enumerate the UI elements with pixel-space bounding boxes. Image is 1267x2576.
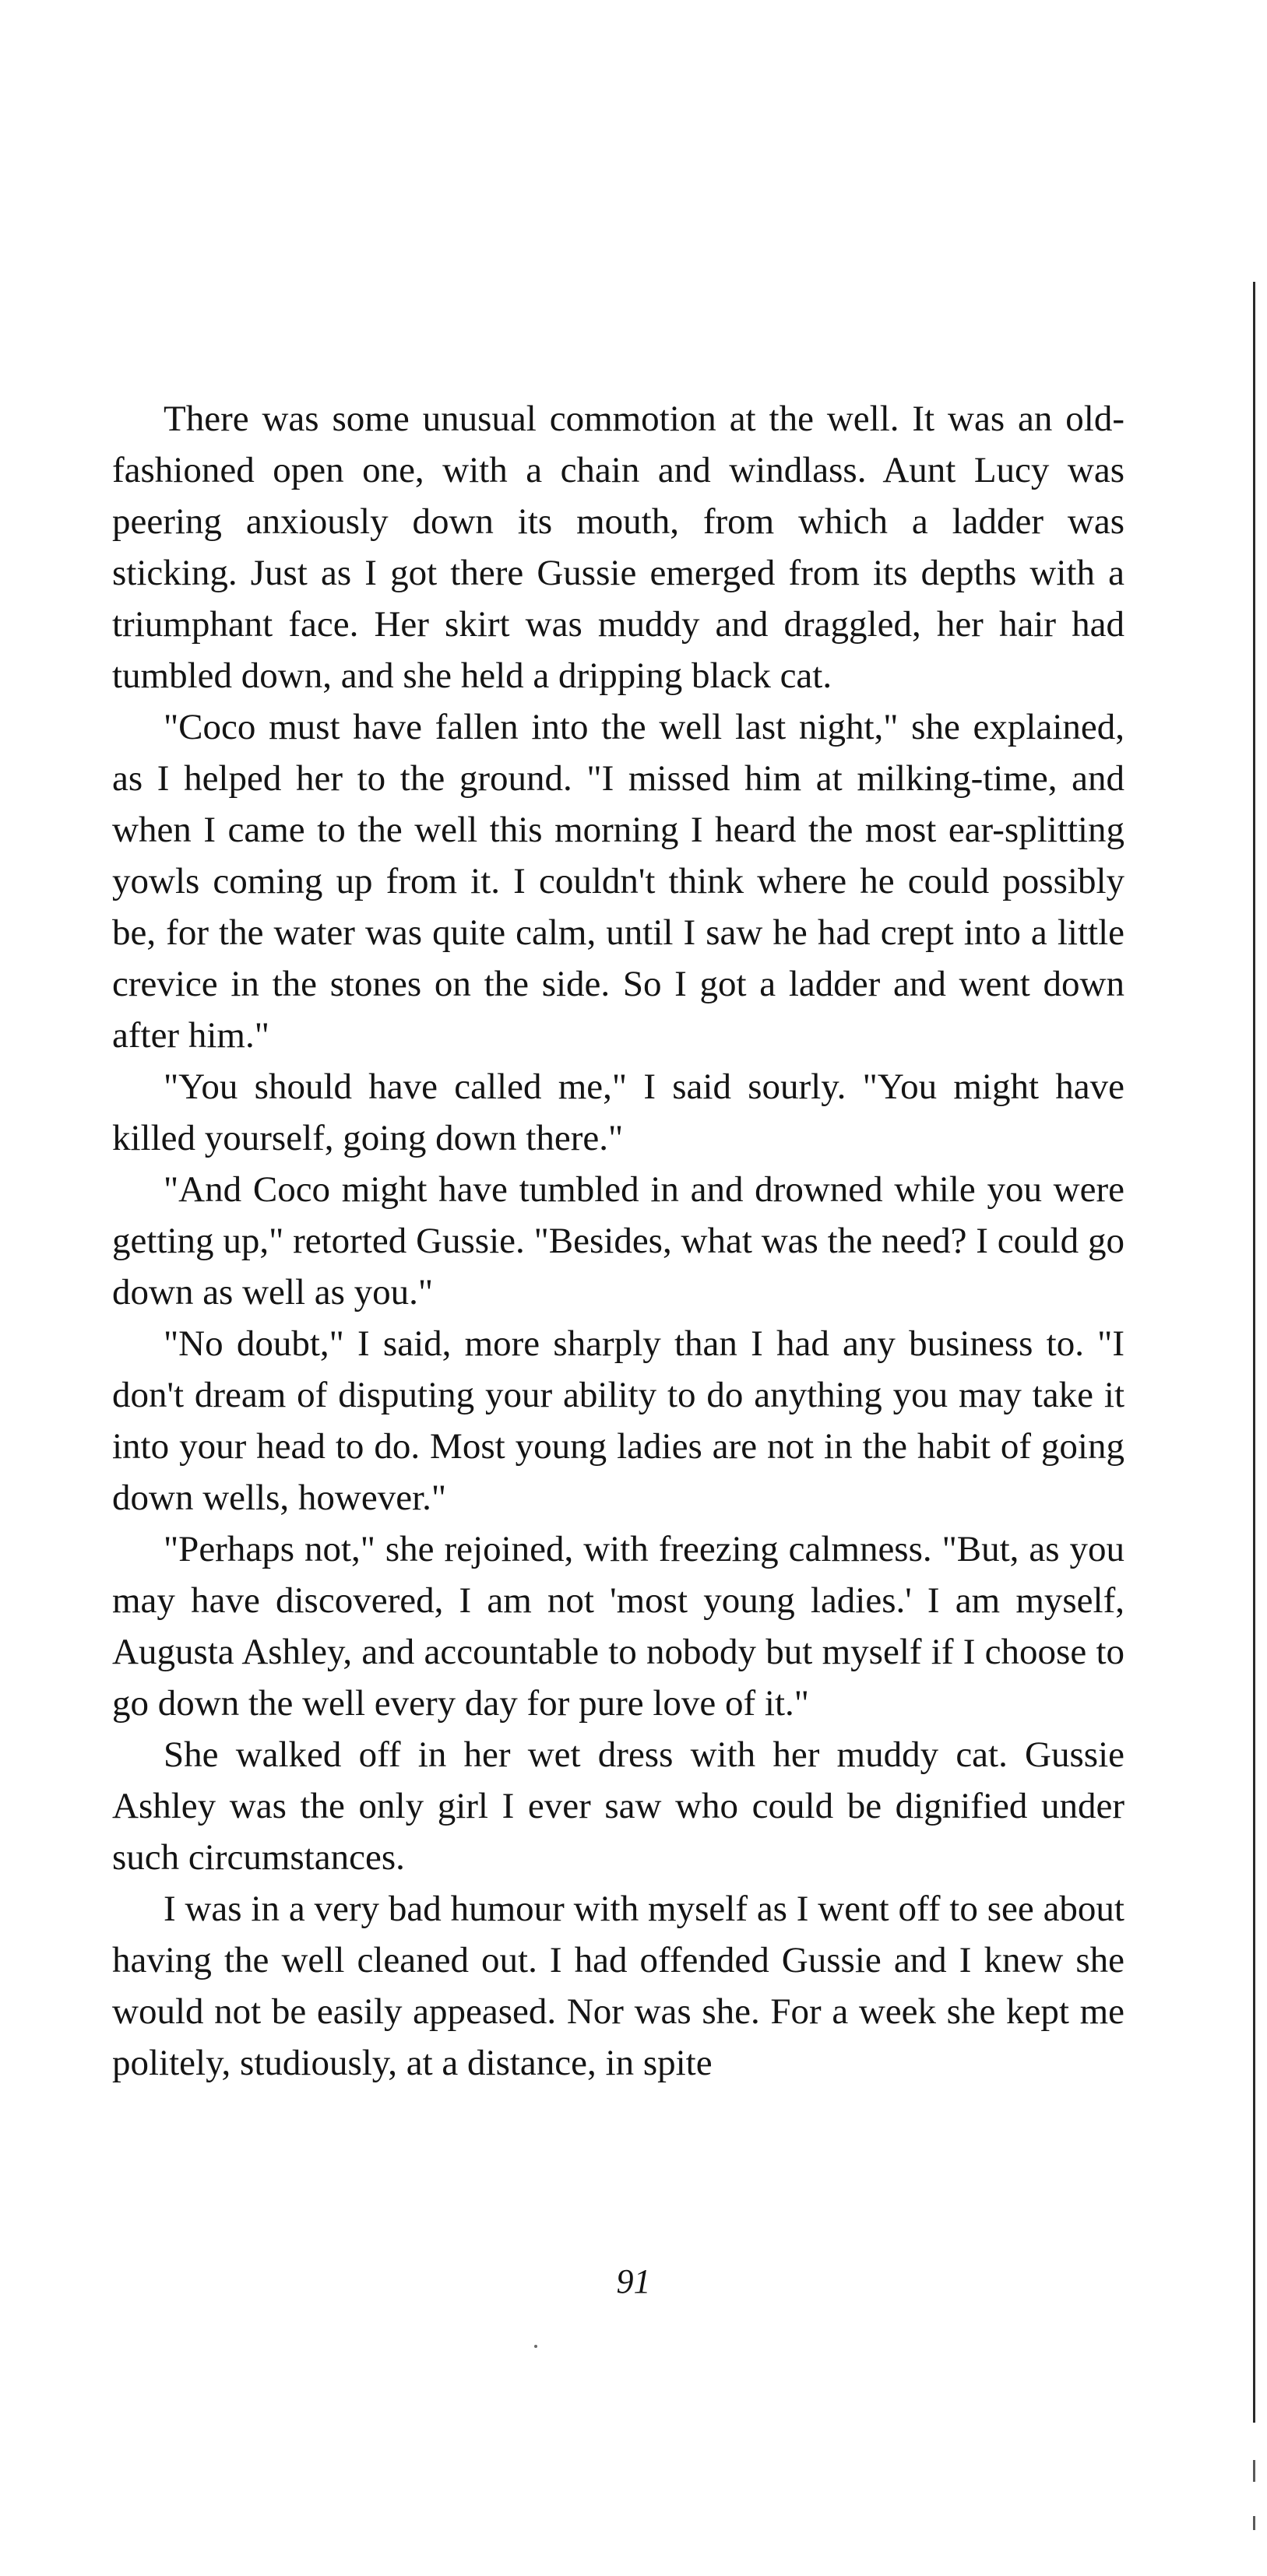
speck bbox=[534, 2345, 537, 2348]
page-number: 91 bbox=[616, 2262, 651, 2300]
paragraph: I was in a very bad humour with myself as I went off to see about having the well cleaned out. I had offended Gussie and I knew she would not be easily appeased. Nor was she. For a week she kept me politely, studiously, at a distance, in spite bbox=[112, 1889, 1124, 2083]
paragraph: "No doubt," I said, more sharply than I had any business to. "I don't dream of disputing your ability to do anything you may take it into your head to do. Most young ladies are not in the habit of going down wells, however." bbox=[112, 1323, 1124, 1518]
paragraph: There was some unusual commotion at the well. It was an old-fashioned open one, with a chain and windlass. Aunt Lucy was peering anxiously down its mouth, from which a ladder was sticking. Just as I got there Gussie emerged from its depths with a triumphant face. Her skirt was muddy and draggled, her hair had tumbled down, and she held a dripping black cat. bbox=[112, 399, 1124, 696]
page-edge-tick bbox=[1253, 2516, 1255, 2530]
paragraph: "Coco must have fallen into the well last night," she explained, as I helped her to the ground. "I missed him at milking-time, and when I came to the well this morning I heard the most ear-splitting yowls coming up from it. I couldn't think where he could possibly be, for the water was quite calm, until I saw he had crept into a little crevice in the stones on the side. So I got a ladder and went down after him." bbox=[112, 707, 1124, 1056]
paragraph: "Perhaps not," she rejoined, with freezing calmness. "But, as you may have discovered, I am not 'most young ladies.' I am myself, Augusta Ashley, and accountable to nobody but myself if I choose to go down the well every day for pure love of it." bbox=[112, 1529, 1124, 1724]
paragraph: "You should have called me," I said sourly. "You might have killed yourself, going down there." bbox=[112, 1067, 1124, 1158]
paragraph: She walked off in her wet dress with her muddy cat. Gussie Ashley was the only girl I ever saw who could be dignified under such circumstances. bbox=[112, 1734, 1124, 1878]
page-edge-shadow bbox=[1253, 282, 1255, 2423]
page-edge-tick bbox=[1253, 2460, 1255, 2482]
paragraph: "And Coco might have tumbled in and drowned while you were getting up," retorted Gussie. "Besides, what was the need? I could go down as well as you." bbox=[112, 1169, 1124, 1313]
body-text bbox=[112, 393, 1124, 2089]
